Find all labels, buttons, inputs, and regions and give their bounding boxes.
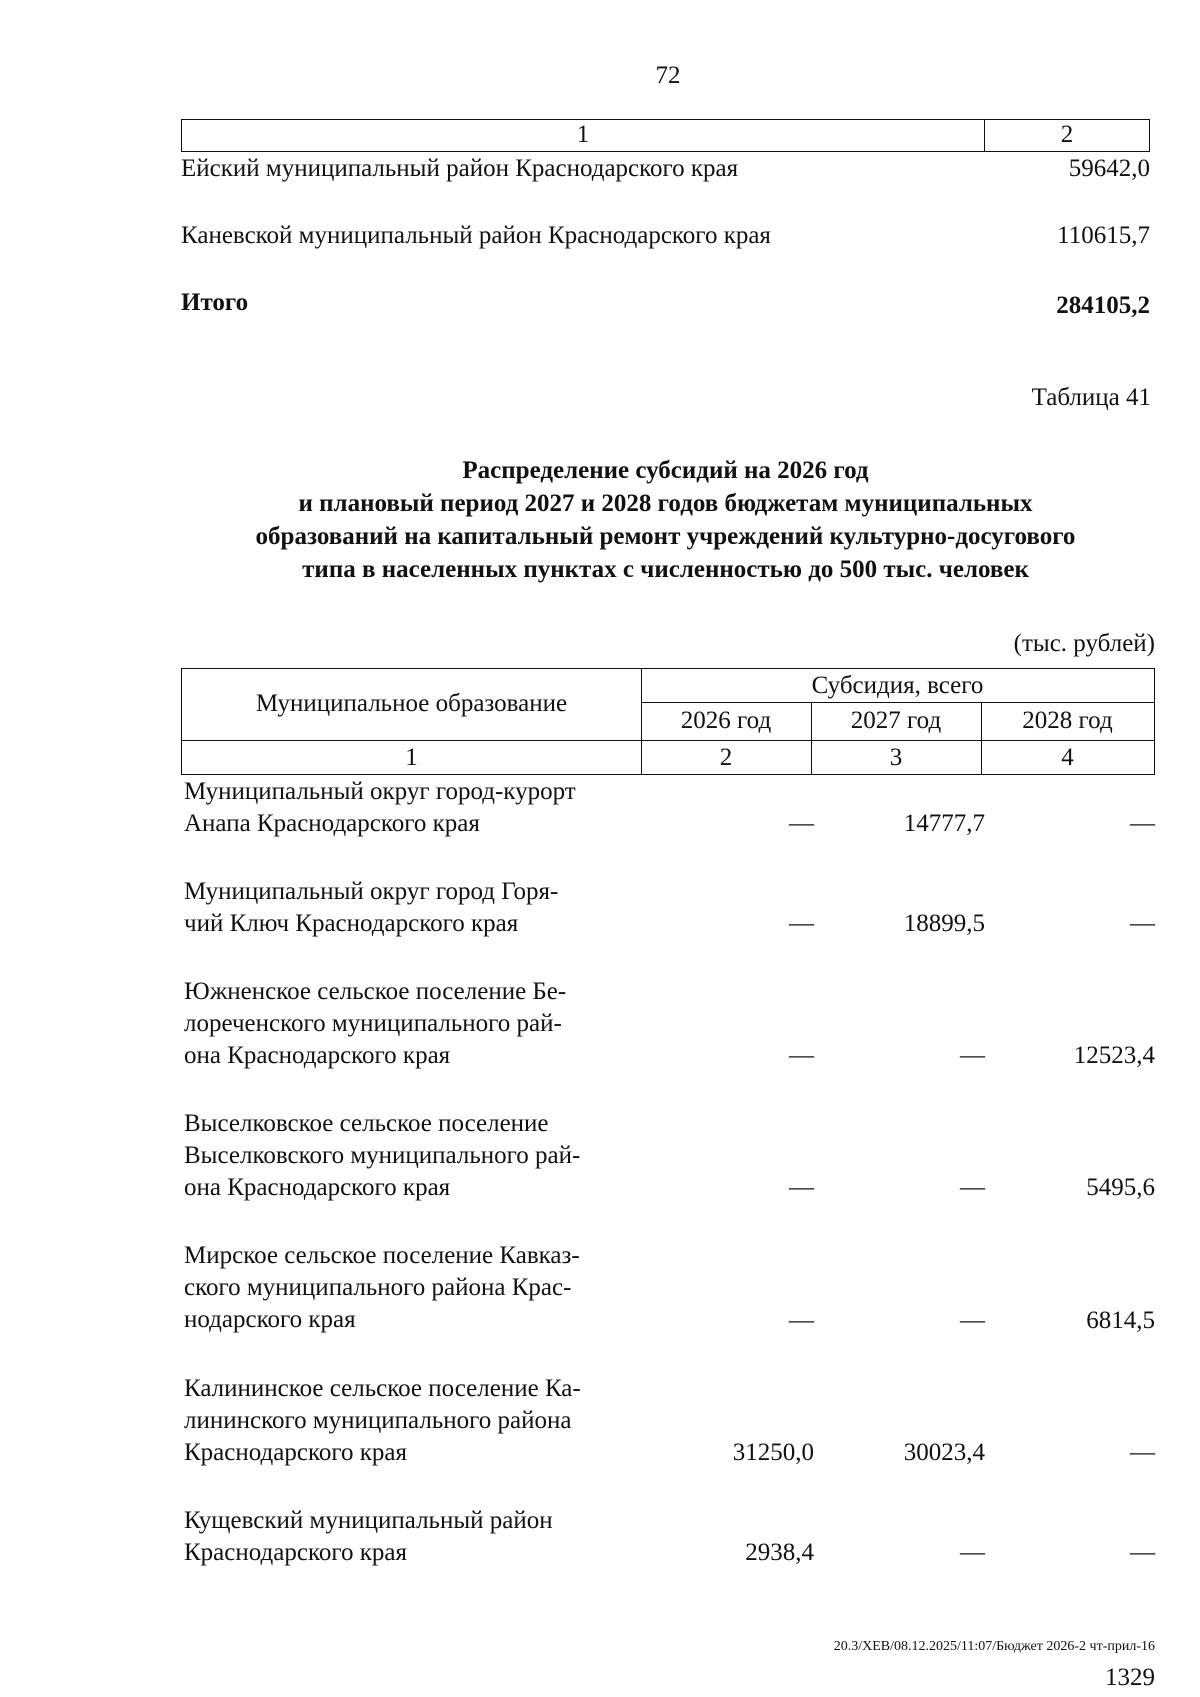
continuation-table-header [181, 119, 1150, 152]
table-row-name: Муниципальный округ город Горя- чий Ключ Краснодарского края [184, 878, 559, 937]
units-note: (тыс. рублей) [1013, 630, 1155, 657]
title-line: и плановый период 2027 и 2028 годов бюджетам муниципальных [298, 490, 1033, 517]
title-line: образований на капитальный ремонт учреждений культурно-досугового [255, 523, 1076, 550]
cell-2028: 5495,6 [1086, 1174, 1155, 1201]
table-row-name: Выселковское сельское поселение Выселковского муниципального рай- она Краснодарского края [184, 1110, 581, 1201]
column-number-2: 2 [719, 744, 733, 771]
subsidy-table-header [181, 668, 1155, 775]
cell-2027: 30023,4 [903, 1439, 985, 1466]
table-label: Таблица 41 [1031, 384, 1151, 411]
header-subsidy-total: Субсидия, всего [811, 672, 984, 699]
cell-2027: — [960, 1307, 985, 1334]
title-line: Распределение субсидий на 2026 год [462, 457, 869, 484]
cell-2026: 2938,4 [745, 1539, 814, 1566]
header-municipality: Муниципальное образование [255, 690, 568, 717]
page-number: 72 [655, 62, 681, 89]
total-value: 284105,2 [1056, 292, 1150, 319]
cell-2028: 6814,5 [1086, 1307, 1155, 1334]
table-row-name: Ейский муниципальный район Краснодарского края [181, 155, 739, 182]
table-row-name: Каневской муниципальный район Краснодарского края [181, 222, 771, 249]
cell-2028: — [1130, 810, 1155, 837]
cell-2027: — [960, 1174, 985, 1201]
cell-2026: — [789, 910, 814, 937]
cell-2028: 12523,4 [1073, 1042, 1155, 1069]
column-number-4: 4 [1061, 744, 1074, 771]
cell-2028: — [1130, 910, 1155, 937]
table-row-name: Калининское сельское поселение Ка- лининского муниципального района Краснодарского края [184, 1375, 581, 1466]
header-year-2027: 2027 год [850, 707, 942, 734]
cell-2026: — [789, 1307, 814, 1334]
column-number-2: 2 [1060, 121, 1074, 148]
total-label: Итого [181, 289, 249, 316]
cell-2027: — [960, 1539, 985, 1566]
column-number-3: 3 [889, 744, 903, 771]
title-line: типа в населенных пунктах с численностью до 500 тыс. человек [302, 556, 1029, 583]
cell-2028: — [1130, 1539, 1155, 1566]
cell-2026: — [789, 1174, 814, 1201]
cell-2027: 18899,5 [903, 910, 985, 937]
cell-2027: 14777,7 [903, 810, 985, 837]
cell-2028: — [1130, 1439, 1155, 1466]
cell-2026: — [789, 810, 814, 837]
header-year-2028: 2028 год [1022, 707, 1113, 734]
table-row-name: Кущевский муниципальный район Краснодарского края [184, 1507, 553, 1566]
document-code: 20.3/ХЕВ/08.12.2025/11:07/Бюджет 2026-2 чт-прил-16 [833, 1639, 1155, 1654]
table-row-value: 59642,0 [1068, 155, 1150, 182]
header-year-2026: 2026 год [680, 707, 772, 734]
cell-2026: — [789, 1042, 814, 1069]
column-number-1: 1 [182, 120, 985, 151]
column-number-1: 1 [405, 744, 418, 771]
cell-2026: 31250,0 [732, 1439, 814, 1466]
cell-2027: — [960, 1042, 985, 1069]
table-row-name: Мирское сельское поселение Кавказ- ского муниципального района Крас- нодарского края [184, 1242, 580, 1333]
table-row-value: 110615,7 [1057, 222, 1150, 249]
document-title [181, 454, 1150, 586]
table-row-name: Муниципальный округ город-курорт Анапа Краснодарского края [184, 778, 576, 837]
sheet-number: 1329 [1105, 1664, 1155, 1691]
table-row-name: Южненское сельское поселение Бе- лореченского муниципального рай- она Краснодарского края [184, 978, 567, 1069]
